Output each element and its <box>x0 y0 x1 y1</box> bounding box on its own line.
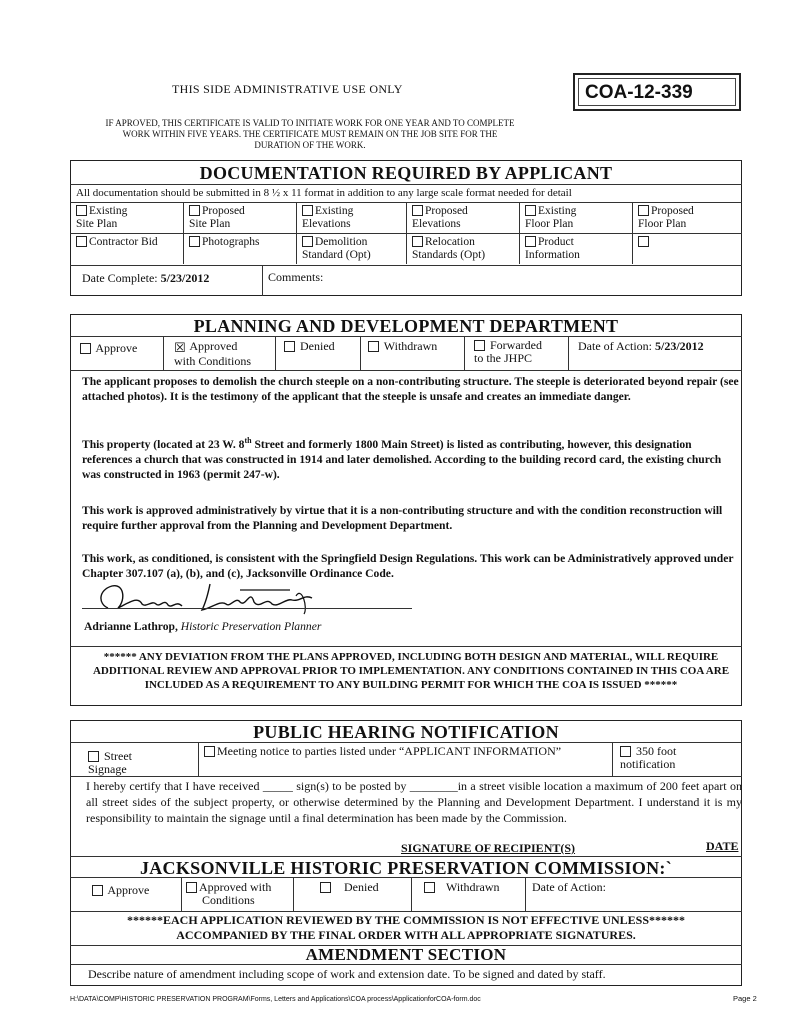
doc-label-row1-2: Existing <box>315 205 354 217</box>
approve-label: Approve <box>95 341 138 355</box>
doc-checkbox-row2-1[interactable] <box>189 236 200 247</box>
validity-line-3: DURATION OF THE WORK. <box>254 140 366 150</box>
foot-label: 350 foot <box>636 744 677 758</box>
commission-option-withdrawn[interactable] <box>424 881 500 894</box>
date-complete-value: 5/23/2012 <box>160 271 210 285</box>
amendment-title: AMENDMENT SECTION <box>305 945 507 964</box>
doc-label-row2-0: Contractor Bid <box>89 236 158 248</box>
commission-option-denied[interactable] <box>320 881 379 894</box>
doc-option-row1-3[interactable] <box>412 205 517 231</box>
doc-sublabel-row1-3: Elevations <box>412 218 461 230</box>
doc-option-row1-1[interactable] <box>189 205 294 231</box>
doc-option-row1-4[interactable] <box>525 205 630 231</box>
p2-start: This property (located at 23 W. 8 <box>82 437 245 451</box>
doc-label-row1-3: Proposed <box>425 205 468 217</box>
option-withdrawn[interactable] <box>368 340 437 353</box>
doc-checkbox-row1-1[interactable] <box>189 205 200 216</box>
commission-denied-label: Denied <box>344 880 379 894</box>
planning-paragraph-1: The applicant proposes to demolish the church steeple on a non-contributing structure. The steeple is deteriorated beyond repair (see attached photos). It is the testimony of the applicant that the steeple is unsafe and creates an immediate danger. <box>82 375 739 403</box>
commission-approved-label: Approved with <box>199 880 272 894</box>
approved-conditions-label: Approved <box>189 339 238 353</box>
doc-checkbox-row2-0[interactable] <box>76 236 87 247</box>
doc-option-row2-2[interactable] <box>302 236 404 262</box>
commission-option-approve[interactable] <box>92 884 149 897</box>
deviation-warning: ****** ANY DEVIATION FROM THE PLANS APPROVED, INCLUDING BOTH DESIGN AND MATERIAL, WILL REQUIRE ADDITIONAL REVIEW AND APPROVAL PRIOR TO IMPLEMENTATION. ANY CONDITIONS CONTAINED IN THIS COA ARE INCLUDED AS A REQUIREMENT TO ANY BUILDING PERMIT FOR WHICH THE COA IS ISSUED ****** <box>92 651 730 691</box>
date-label: DATE <box>706 839 739 853</box>
documentation-instruction: All documentation should be submitted in 8 ½ x 11 format in addition to any large scale format needed for detail <box>76 187 572 199</box>
doc-option-row2-0[interactable] <box>76 236 181 249</box>
planning-date-label: Date of Action: <box>578 339 652 353</box>
doc-checkbox-row1-3[interactable] <box>412 205 423 216</box>
signage-label: Signage <box>88 762 127 776</box>
withdrawn-label: Withdrawn <box>383 339 438 353</box>
doc-checkbox-row2-4[interactable] <box>525 236 536 247</box>
notification-label: notification <box>620 757 676 771</box>
date-complete <box>82 272 209 285</box>
withdrawn-checkbox[interactable] <box>368 341 379 352</box>
doc-label-row2-2: Demolition <box>315 236 368 248</box>
amendment-description: Describe nature of amendment including scope of work and extension date. To be signed and dated by staff. <box>88 967 606 981</box>
commission-withdrawn-checkbox[interactable] <box>424 882 435 893</box>
page-number: Page 2 <box>733 994 757 1003</box>
p2-sup: th <box>244 436 252 445</box>
doc-label-row2-1: Photographs <box>202 236 260 248</box>
option-forwarded[interactable] <box>474 339 542 365</box>
planning-date-of-action <box>578 340 704 353</box>
approved-conditions-checkbox[interactable]: ☒ <box>174 341 186 356</box>
doc-checkbox-row2-2[interactable] <box>302 236 313 247</box>
date-complete-label: Date Complete: <box>82 271 158 285</box>
doc-label-row2-4: Product <box>538 236 574 248</box>
forwarded-checkbox[interactable] <box>474 340 485 351</box>
doc-label-row2-3: Relocation <box>425 236 475 248</box>
doc-checkbox-row1-4[interactable] <box>525 205 536 216</box>
planning-paragraph-2 <box>82 433 742 482</box>
doc-checkbox-row1-2[interactable] <box>302 205 313 216</box>
public-hearing-title: PUBLIC HEARING NOTIFICATION <box>253 722 559 742</box>
coa-number: COA-12-339 <box>578 78 736 106</box>
denied-label: Denied <box>300 339 335 353</box>
approve-checkbox[interactable] <box>80 343 91 354</box>
p2-end: Street and formerly 1800 Main Street) is listed as contributing, however, this designation references a church that was constructed in 1914 and later demolished. According to the building record card, the existing church was constructed in 1963 (permit 247-w). <box>82 437 722 481</box>
commission-conditions-label: Conditions <box>202 893 255 907</box>
doc-option-row2-4[interactable] <box>525 236 630 262</box>
doc-option-row1-0[interactable] <box>76 205 181 231</box>
coa-number-box <box>573 73 741 111</box>
option-approve[interactable] <box>80 342 137 355</box>
doc-label-row1-1: Proposed <box>202 205 245 217</box>
doc-sublabel-row1-5: Floor Plan <box>638 218 687 230</box>
commission-notice <box>70 913 742 943</box>
commission-withdrawn-label: Withdrawn <box>446 880 500 894</box>
doc-checkbox-row2-5[interactable] <box>638 236 649 247</box>
commission-title: JACKSONVILLE HISTORIC PRESERVATION COMMISSION:` <box>139 858 673 878</box>
doc-option-row1-5[interactable] <box>638 205 740 231</box>
doc-label-row1-0: Existing <box>89 205 128 217</box>
planning-date-value: 5/23/2012 <box>654 339 704 353</box>
planning-paragraph-4: This work, as conditioned, is consistent with the Springfield Design Regulations. This work can be Administratively approved under Chapter 307.107 (a), (b), and (c), Jacksonville Ordinance Code. <box>82 552 734 580</box>
comments-label: Comments: <box>268 270 324 284</box>
doc-option-row2-5[interactable] <box>638 236 740 249</box>
street-signage-checkbox[interactable] <box>88 751 99 762</box>
doc-label-row1-4: Existing <box>538 205 577 217</box>
option-350-foot[interactable] <box>620 745 676 771</box>
doc-sublabel-row1-0: Site Plan <box>76 218 118 230</box>
option-denied[interactable] <box>284 340 335 353</box>
denied-checkbox[interactable] <box>284 341 295 352</box>
doc-sublabel-row2-3: Standards (Opt) <box>412 249 486 261</box>
commission-option-approved-conditions[interactable] <box>186 881 271 907</box>
doc-sublabel-row2-2: Standard (Opt) <box>302 249 371 261</box>
commission-notice-line-2: ACCOMPANIED BY THE FINAL ORDER WITH ALL APPROPRIATE SIGNATURES. <box>176 928 636 942</box>
planning-title: PLANNING AND DEVELOPMENT DEPARTMENT <box>193 316 619 336</box>
signature-of-recipients-label: SIGNATURE OF RECIPIENT(S) <box>401 841 576 855</box>
option-approved-conditions[interactable] <box>174 340 251 368</box>
signer <box>84 620 321 633</box>
doc-option-row2-1[interactable] <box>189 236 294 249</box>
commission-notice-line-1: ******EACH APPLICATION REVIEWED BY THE COMMISSION IS NOT EFFECTIVE UNLESS****** <box>127 913 685 927</box>
documentation-title: DOCUMENTATION REQUIRED BY APPLICANT <box>199 163 613 183</box>
doc-checkbox-row1-0[interactable] <box>76 205 87 216</box>
certification-text: I hereby certify that I have received _____ sign(s) to be posted by ________in a street visible location a maximum of 200 feet apart on all street sides of the subject property, or otherwise determined by the Planning and Development Department. I understand it is my responsibility to maintain the signage until a final determination has been made by the Commission. <box>86 779 742 825</box>
doc-sublabel-row1-2: Elevations <box>302 218 351 230</box>
admin-use-note: THIS SIDE ADMINISTRATIVE USE ONLY <box>172 82 403 96</box>
doc-label-row1-5: Proposed <box>651 205 694 217</box>
commission-date-of-action: Date of Action: <box>532 880 606 894</box>
validity-notice <box>70 118 550 151</box>
foot-notification-checkbox[interactable] <box>620 746 631 757</box>
meeting-notice-checkbox[interactable] <box>204 746 215 757</box>
signer-name: Adrianne Lathrop, <box>84 620 178 633</box>
doc-option-row1-2[interactable] <box>302 205 404 231</box>
doc-sublabel-row1-4: Floor Plan <box>525 218 574 230</box>
doc-checkbox-row2-3[interactable] <box>412 236 423 247</box>
file-path: H:\DATA\COMP\HISTORIC PRESERVATION PROGRAM\Forms, Letters and Applications\COA process\ApplicationforCOA-form.doc <box>70 996 481 1003</box>
street-label: Street <box>104 749 132 763</box>
planning-paragraph-3: This work is approved administratively by virtue that it is a non-contributing structure and with the condition reconstruction will require further approval from the Planning and Development Department. <box>82 504 723 532</box>
commission-approve-label: Approve <box>107 883 150 897</box>
commission-approve-checkbox[interactable] <box>92 885 103 896</box>
planner-signature <box>90 578 340 618</box>
commission-approved-conditions-checkbox[interactable] <box>186 882 197 893</box>
validity-line-2: WORK WITHIN FIVE YEARS. THE CERTIFICATE MUST REMAIN ON THE JOB SITE FOR THE <box>122 129 498 139</box>
option-meeting-notice[interactable] <box>204 745 561 758</box>
doc-sublabel-row2-4: Information <box>525 249 580 261</box>
forwarded-label: Forwarded <box>490 338 542 352</box>
validity-line-1: IF APROVED, THIS CERTIFICATE IS VALID TO INITIATE WORK FOR ONE YEAR AND TO COMPLETE <box>105 118 515 128</box>
approved-conditions-label-2: with Conditions <box>174 354 252 368</box>
doc-checkbox-row1-5[interactable] <box>638 205 649 216</box>
option-street-signage[interactable] <box>88 750 132 776</box>
signer-title: Historic Preservation Planner <box>180 620 322 633</box>
commission-denied-checkbox[interactable] <box>320 882 331 893</box>
meeting-notice-label: Meeting notice to parties listed under “APPLICANT INFORMATION” <box>217 744 562 758</box>
doc-sublabel-row1-1: Site Plan <box>189 218 231 230</box>
doc-option-row2-3[interactable] <box>412 236 517 262</box>
forwarded-label-2: to the JHPC <box>474 351 533 365</box>
